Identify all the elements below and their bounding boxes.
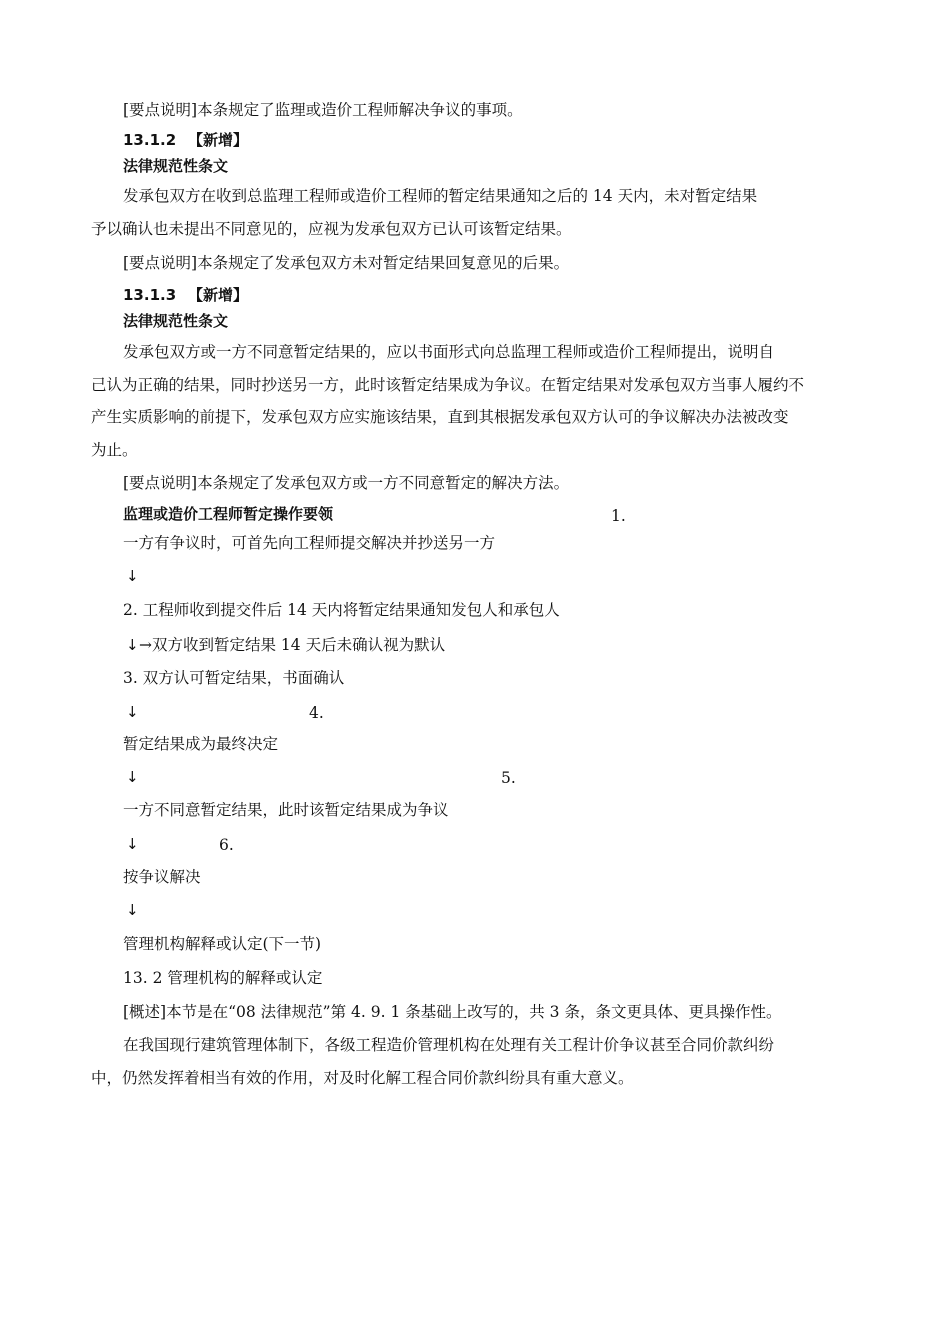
step-text: 一方有争议时，可首先向工程师提交解决并抄送另一方 [123, 534, 496, 552]
step-number: 6. [219, 836, 234, 854]
step-number: 1. [611, 507, 626, 525]
step-text: →双方收到暂定结果 14 天后未确认视为默认 [139, 636, 446, 654]
down-arrow-icon: ↓ [126, 768, 139, 786]
clause-number: 13.1.2 [123, 131, 177, 149]
step-number: 5. [501, 769, 516, 787]
section-heading: 法律规范性条文 [123, 312, 229, 330]
paragraph-line: 发承包双方在收到总监理工程师或造价工程师的暂定结果通知之后的 14 天内，未对暂定结果 [123, 187, 758, 205]
section-title: 13. 2 管理机构的解释或认定 [123, 969, 323, 987]
key-point-note: [要点说明]本条规定了监理或造价工程师解决争议的事项。 [123, 101, 523, 119]
paragraph-line: 在我国现行建筑管理体制下，各级工程造价管理机构在处理有关工程计价争议甚至合同价款纠纷 [123, 1036, 775, 1054]
step-text: 一方不同意暂定结果，此时该暂定结果成为争议 [123, 801, 449, 819]
clause-number: 13.1.3 [123, 286, 177, 304]
new-tag: 【新增】 [188, 131, 249, 149]
paragraph-line: 产生实质影响的前提下，发承包双方应实施该结果，直到其根据发承包双方认可的争议解决办法被改变 [91, 408, 789, 426]
step-text: 2. 工程师收到提交件后 14 天内将暂定结果通知发包人和承包人 [123, 601, 560, 619]
key-point-note: [要点说明]本条规定了发承包双方或一方不同意暂定的解决方法。 [123, 474, 570, 492]
new-tag: 【新增】 [188, 286, 249, 304]
step-text: 暂定结果成为最终决定 [123, 735, 279, 753]
section-heading: 法律规范性条文 [123, 157, 229, 175]
down-arrow-icon: ↓ [126, 835, 139, 853]
down-arrow-icon: ↓ [126, 567, 139, 585]
paragraph-line: 中，仍然发挥着相当有效的作用，对及时化解工程合同价款纠纷具有重大意义。 [91, 1069, 634, 1087]
paragraph-line: 为止。 [91, 441, 138, 459]
step-text: 3. 双方认可暂定结果，书面确认 [123, 669, 345, 687]
step-text: 按争议解决 [123, 868, 201, 886]
paragraph-line: 予以确认也未提出不同意见的，应视为发承包双方已认可该暂定结果。 [91, 220, 572, 238]
paragraph-line: 己认为正确的结果，同时抄送另一方，此时该暂定结果成为争议。在暂定结果对发承包双方当事人履约不 [91, 376, 805, 394]
down-arrow-icon: ↓ [126, 703, 139, 721]
step-text: 管理机构解释或认定(下一节) [123, 935, 322, 953]
procedure-title: 监理或造价工程师暂定操作要领 [123, 505, 334, 523]
overview-note: [概述]本节是在“08 法律规范”第 4. 9. 1 条基础上改写的，共 3 条，条文更具体、更具操作性。 [123, 1003, 782, 1021]
paragraph-line: 发承包双方或一方不同意暂定结果的，应以书面形式向总监理工程师或造价工程师提出，说明自 [123, 343, 775, 361]
down-arrow-icon: ↓ [126, 636, 139, 654]
key-point-note: [要点说明]本条规定了发承包双方未对暂定结果回复意见的后果。 [123, 254, 570, 272]
down-arrow-icon: ↓ [126, 901, 139, 919]
step-number: 4. [309, 704, 324, 722]
